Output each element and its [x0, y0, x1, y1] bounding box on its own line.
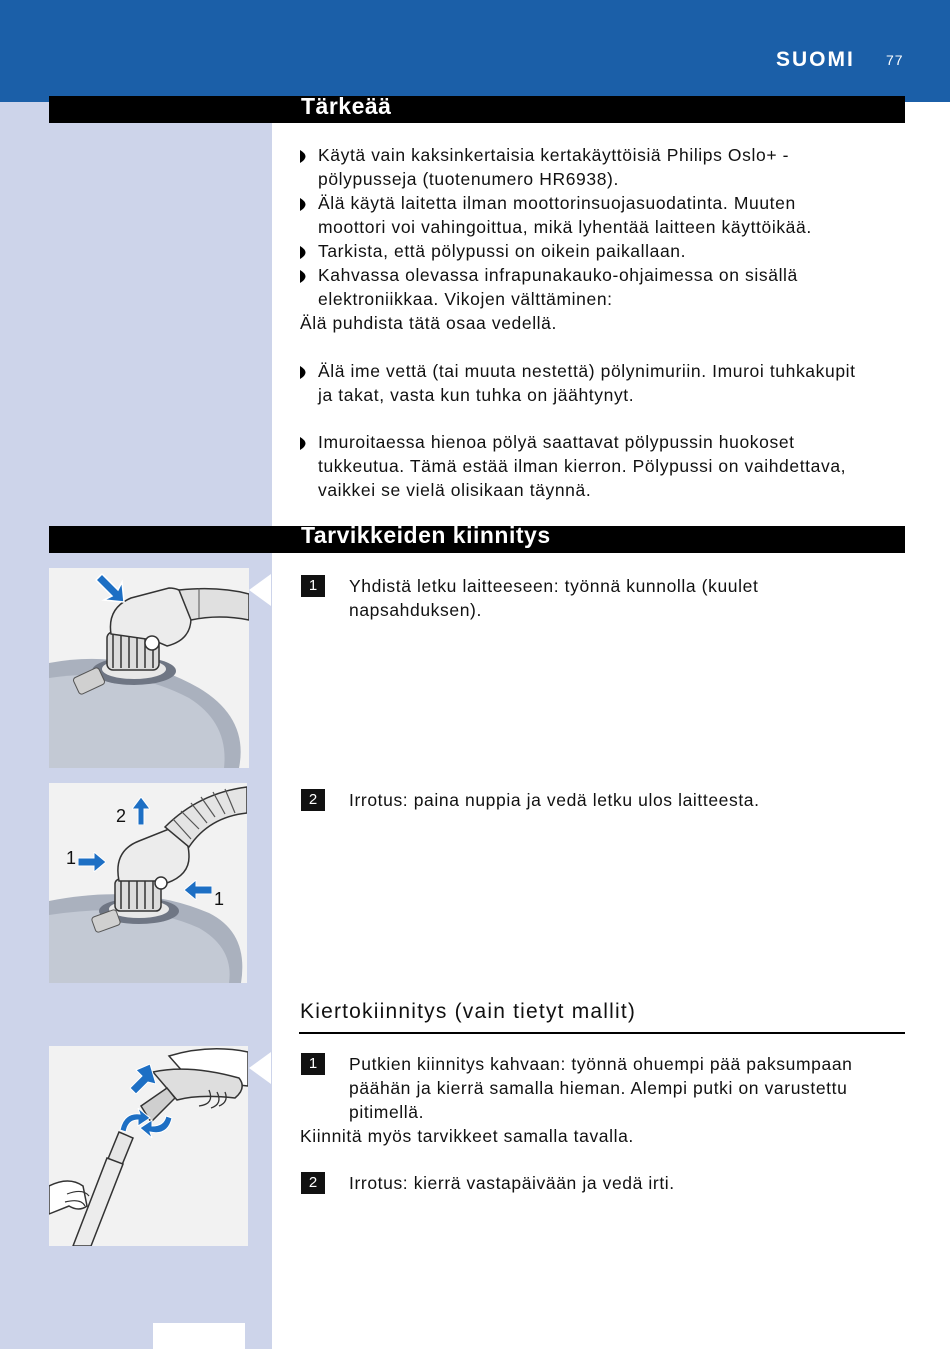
bullet-icon — [300, 246, 311, 259]
swivel-step-1-line-1: Putkien kiinnitys kahvaan: työnnä ohuempi pää paksumpaan — [349, 1054, 853, 1074]
accessories-step-1-line-1: Yhdistä letku laitteeseen: työnnä kunnolla (kuulet — [349, 576, 759, 596]
swivel-step-number: 1 — [301, 1053, 325, 1075]
bullet-icon — [300, 198, 311, 211]
arrow-up-icon — [132, 797, 150, 825]
section-bar-important — [49, 96, 905, 123]
section-title-accessories: Tarvikkeiden kiinnitys — [301, 522, 551, 548]
important-bullet-1-line-1: Käytä vain kaksinkertaisia kertakäyttöisiä Philips Oslo+ - — [318, 145, 790, 165]
section-title-important: Tärkeää — [301, 93, 392, 119]
rotate-arrows-icon — [118, 1108, 174, 1138]
header-language: SUOMI — [776, 48, 855, 71]
accessories-step-number: 2 — [301, 789, 325, 811]
arrow-down-icon — [92, 570, 128, 606]
figure-label-1-left: 1 — [66, 848, 77, 868]
section-divider — [299, 1032, 905, 1034]
important-note: Älä puhdista tätä osaa vedellä. — [300, 313, 557, 333]
important-bullet-5-line-1: Älä ime vettä (tai muuta nestettä) pölynimuriin. Imuroi tuhkakupit — [318, 361, 856, 381]
important-bullet-4-line-1: Kahvassa olevassa infrapunakauko-ohjaimessa on sisällä — [318, 265, 798, 285]
bullet-icon — [300, 437, 311, 450]
important-bullet-2-line-1: Älä käytä laitetta ilman moottorinsuojasuodatinta. Muuten — [318, 193, 796, 213]
bullet-icon — [300, 150, 311, 163]
accessories-step-1-line-2: napsahduksen). — [349, 600, 482, 620]
swivel-step-2-line-1: Irrotus: kierrä vastapäivään ja vedä irti. — [349, 1173, 675, 1193]
swivel-step-1-line-2: päähän ja kierrä samalla hieman. Alempi putki on varustettu — [349, 1078, 848, 1098]
figure-label-2: 2 — [116, 806, 127, 826]
important-bullet-6-line-1: Imuroitaessa hienoa pölyä saattavat pölypussin huokoset — [318, 432, 795, 452]
important-bullet-5-line-2: ja takat, vasta kun tuhka on jäähtynyt. — [318, 385, 635, 405]
arrow-push-icon — [128, 1064, 156, 1094]
swivel-step-number: 2 — [301, 1172, 325, 1194]
swivel-section-title: Kiertokiinnitys (vain tietyt mallit) — [300, 1000, 637, 1023]
bullet-icon — [300, 366, 311, 379]
footer-block — [153, 1323, 245, 1349]
callout-pointer — [249, 574, 271, 606]
important-bullet-4-line-2: elektroniikkaa. Vikojen välttäminen: — [318, 289, 613, 309]
accessories-step-2-line-1: Irrotus: paina nuppia ja vedä letku ulos laitteesta. — [349, 790, 760, 810]
swivel-step-1-line-3: pitimellä. — [349, 1102, 425, 1122]
figure-label-1-right: 1 — [214, 889, 225, 909]
important-bullet-2-line-2: moottori voi vahingoittua, mikä lyhentää laitteen käyttöikää. — [318, 217, 812, 237]
arrow-right-icon — [78, 852, 106, 872]
callout-pointer — [249, 1052, 271, 1084]
accessories-step-number: 1 — [301, 575, 325, 597]
swivel-note: Kiinnitä myös tarvikkeet samalla tavalla. — [300, 1126, 634, 1146]
page-number: 77 — [886, 52, 904, 68]
bullet-icon — [300, 270, 311, 283]
important-bullet-3-line-1: Tarkista, että pölypussi on oikein paikallaan. — [318, 241, 687, 261]
arrow-left-icon — [184, 880, 212, 900]
hose-connect-illustration — [49, 568, 249, 768]
important-bullet-6-line-3: vaikkei se vielä olisikaan täynnä. — [318, 480, 592, 500]
important-bullet-1-line-2: pölypusseja (tuotenumero HR6938). — [318, 169, 619, 189]
important-bullet-6-line-2: tukkeutua. Tämä estää ilman kierron. Pölypussi on vaihdettava, — [318, 456, 847, 476]
